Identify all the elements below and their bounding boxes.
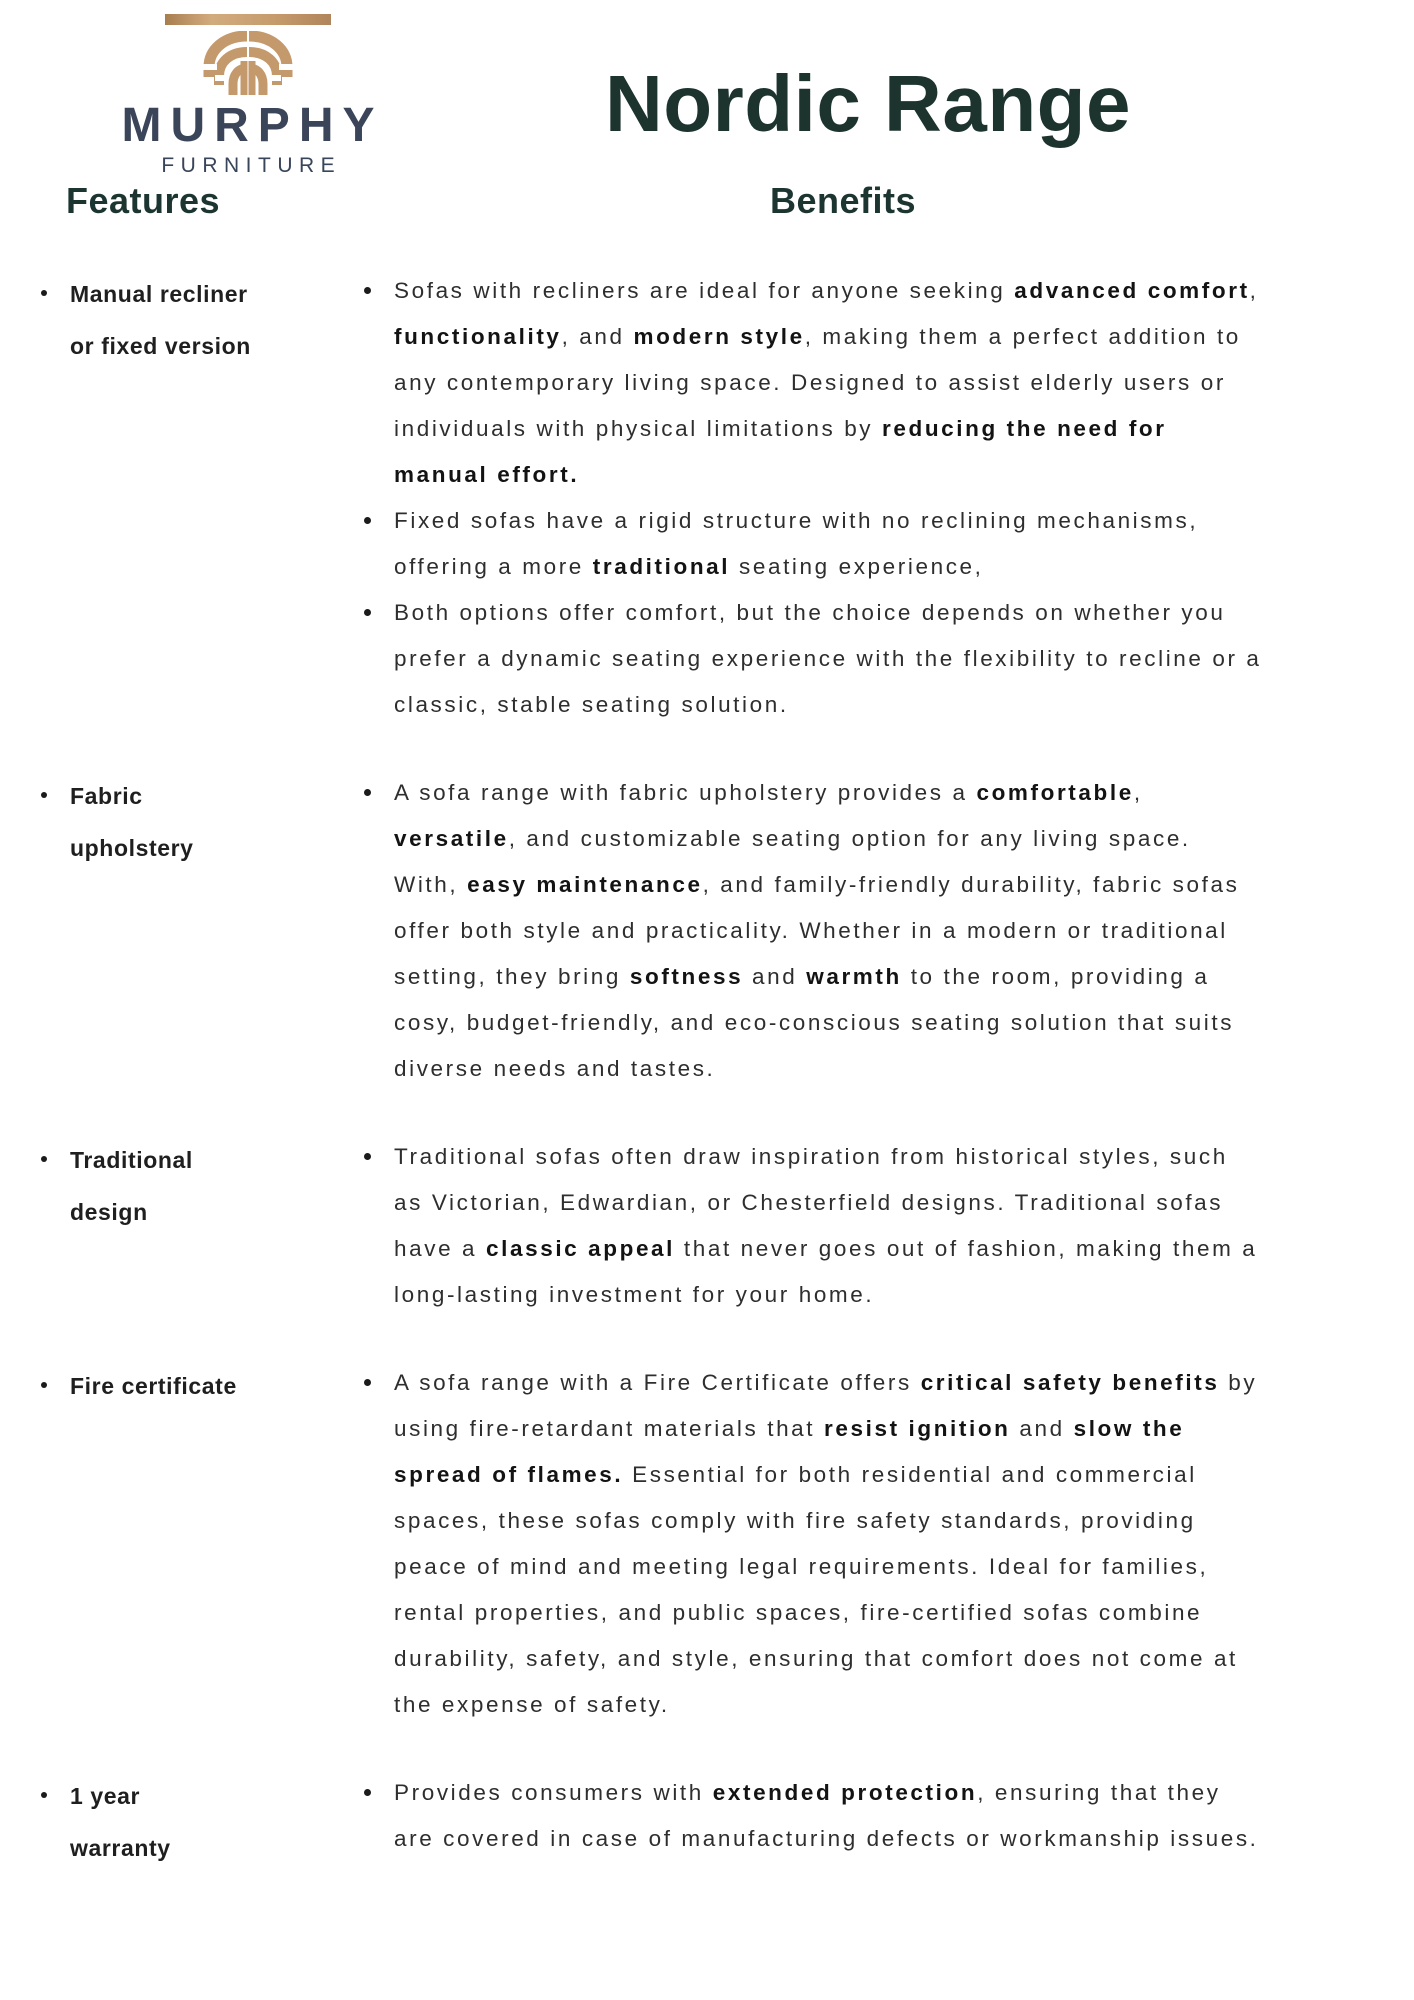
bullet-icon bbox=[363, 268, 394, 498]
benefit-text-plain: seating experience, bbox=[730, 554, 984, 579]
feature-item bbox=[40, 770, 363, 874]
logo-bar-icon bbox=[165, 14, 331, 25]
bullet-icon bbox=[363, 1134, 394, 1318]
benefit-text bbox=[394, 1360, 1263, 1728]
benefit-text-plain: , bbox=[1133, 780, 1143, 805]
feature-cell bbox=[0, 1770, 363, 1874]
benefit-item bbox=[363, 770, 1263, 1092]
feature-item bbox=[40, 268, 363, 372]
benefit-text-bold: traditional bbox=[592, 554, 731, 579]
benefit-cell bbox=[363, 1770, 1263, 1862]
bullet-icon bbox=[363, 1360, 394, 1728]
benefit-text-plain: Provides consumers with bbox=[394, 1780, 713, 1805]
benefit-item bbox=[363, 1770, 1263, 1862]
benefit-text-plain: , bbox=[1249, 278, 1259, 303]
bullet-icon bbox=[40, 1134, 70, 1238]
benefit-text-plain: to the room, providing a cosy, budget-friendly, and eco-conscious seating solution that suits diverse needs and tastes. bbox=[394, 964, 1235, 1081]
feature-label-line: Fire certificate bbox=[70, 1373, 237, 1399]
benefit-cell bbox=[363, 1134, 1263, 1318]
benefit-item bbox=[363, 268, 1263, 498]
benefit-text-bold: advanced comfort bbox=[1014, 278, 1250, 303]
section-row bbox=[0, 268, 1414, 728]
benefit-text-bold: functionality bbox=[394, 324, 562, 349]
benefit-text bbox=[394, 1134, 1263, 1318]
feature-label-line: or fixed version bbox=[70, 333, 251, 359]
brand-subtitle: FURNITURE bbox=[161, 154, 342, 178]
feature-label-line: Fabric bbox=[70, 783, 143, 809]
feature-label-line: Manual recliner bbox=[70, 281, 248, 307]
feature-label bbox=[70, 268, 251, 372]
benefit-text-bold: warmth bbox=[806, 964, 902, 989]
feature-label-line: Traditional bbox=[70, 1147, 193, 1173]
benefit-text-bold: softness bbox=[629, 964, 744, 989]
feature-cell bbox=[0, 770, 363, 874]
benefit-text-plain: Essential for both residential and commercial spaces, these sofas comply with fire safety standards, providing peace of mind and meeting legal requirements. Ideal for families, rental properties, and public spaces, fire-certified sofas combine durability, safety, and style, ensuring that comfort does not come at the expense of safety. bbox=[394, 1462, 1238, 1717]
benefit-text bbox=[394, 268, 1263, 498]
benefit-cell bbox=[363, 268, 1263, 728]
benefit-text bbox=[394, 1770, 1263, 1862]
feature-label-line: warranty bbox=[70, 1835, 171, 1861]
feature-item bbox=[40, 1770, 363, 1874]
benefit-text-plain: , and family-friendly durability, fabric sofas offer both style and practicality. Whether in a modern or traditional setting, they bring bbox=[394, 872, 1240, 989]
benefit-text-bold: comfortable bbox=[976, 780, 1134, 805]
benefit-text-bold: resist ignition bbox=[824, 1416, 1011, 1441]
feature-label bbox=[70, 1360, 237, 1412]
feature-benefit-sections bbox=[0, 268, 1414, 1916]
benefit-text-plain: A sofa range with a Fire Certificate offers bbox=[394, 1370, 921, 1395]
benefit-text-plain: Fixed sofas have a rigid structure with no reclining mechanisms, offering a more bbox=[394, 508, 1199, 579]
benefit-text-plain: , and bbox=[561, 324, 634, 349]
feature-item bbox=[40, 1360, 363, 1412]
section-row bbox=[0, 770, 1414, 1092]
feature-cell bbox=[0, 1360, 363, 1412]
benefit-item bbox=[363, 1360, 1263, 1728]
feature-label bbox=[70, 1770, 171, 1874]
benefit-text-plain: Traditional sofas often draw inspiration from historical styles, such as Victorian, Edwardian, or Chesterfield designs. Traditional sofas have a bbox=[394, 1144, 1228, 1261]
furniture-monogram-icon bbox=[200, 31, 296, 95]
feature-label bbox=[70, 770, 194, 874]
benefit-text-bold: versatile bbox=[394, 826, 509, 851]
bullet-icon bbox=[40, 1770, 70, 1874]
feature-label-line: design bbox=[70, 1199, 148, 1225]
section-row bbox=[0, 1360, 1414, 1728]
benefit-text-plain: , and customizable seating option for any living space. With, bbox=[394, 826, 1191, 897]
benefit-text bbox=[394, 590, 1263, 728]
benefit-text-plain: , ensuring that they are covered in case of manufacturing defects or workmanship issues. bbox=[394, 1780, 1259, 1851]
benefit-text-plain: and bbox=[743, 964, 807, 989]
benefit-text-plain: that never goes out of fashion, making them a long-lasting investment for your home. bbox=[394, 1236, 1258, 1307]
benefit-item bbox=[363, 590, 1263, 728]
benefit-text-bold: slow the spread of flames. bbox=[394, 1416, 1185, 1487]
feature-cell bbox=[0, 1134, 363, 1238]
benefit-text bbox=[394, 498, 1263, 590]
bullet-icon bbox=[40, 268, 70, 372]
bullet-icon bbox=[40, 770, 70, 874]
benefit-item bbox=[363, 1134, 1263, 1318]
section-row bbox=[0, 1134, 1414, 1318]
benefit-text-plain: Sofas with recliners are ideal for anyone seeking bbox=[394, 278, 1015, 303]
brand-name: MURPHY bbox=[121, 99, 384, 152]
benefit-item bbox=[363, 498, 1263, 590]
bullet-icon bbox=[363, 498, 394, 590]
bullet-icon bbox=[363, 590, 394, 728]
features-heading: Features bbox=[66, 180, 221, 221]
feature-label-line: upholstery bbox=[70, 835, 194, 861]
benefit-text-bold: critical safety benefits bbox=[920, 1370, 1220, 1395]
benefit-cell bbox=[363, 770, 1263, 1092]
section-row bbox=[0, 1770, 1414, 1874]
benefit-text-plain: Both options offer comfort, but the choice depends on whether you prefer a dynamic seating experience with the flexibility to recline or a classic, stable seating solution. bbox=[394, 600, 1262, 717]
brand-logo bbox=[60, 14, 436, 177]
bullet-icon bbox=[363, 1770, 394, 1862]
bullet-icon bbox=[363, 770, 394, 1092]
benefit-text-bold: reducing the need for manual effort. bbox=[394, 416, 1167, 487]
feature-cell bbox=[0, 268, 363, 372]
benefit-text-bold: classic appeal bbox=[486, 1236, 676, 1261]
benefit-text-plain: , making them a perfect addition to any contemporary living space. Designed to assist elderly users or individuals with physical limitations by bbox=[394, 324, 1241, 441]
benefit-text-plain: by using fire-retardant materials that bbox=[394, 1370, 1258, 1441]
feature-item bbox=[40, 1134, 363, 1238]
feature-label-line: 1 year bbox=[70, 1783, 141, 1809]
benefit-cell bbox=[363, 1360, 1263, 1728]
benefit-text bbox=[394, 770, 1263, 1092]
benefit-text-plain: and bbox=[1010, 1416, 1074, 1441]
benefit-text-bold: modern style bbox=[633, 324, 805, 349]
benefit-text-bold: extended protection bbox=[712, 1780, 978, 1805]
benefit-text-plain: A sofa range with fabric upholstery provides a bbox=[394, 780, 977, 805]
benefits-heading: Benefits bbox=[769, 180, 917, 221]
benefit-text-bold: easy maintenance bbox=[467, 872, 703, 897]
feature-label bbox=[70, 1134, 193, 1238]
bullet-icon bbox=[40, 1360, 70, 1412]
page-title: Nordic Range bbox=[604, 59, 1132, 148]
